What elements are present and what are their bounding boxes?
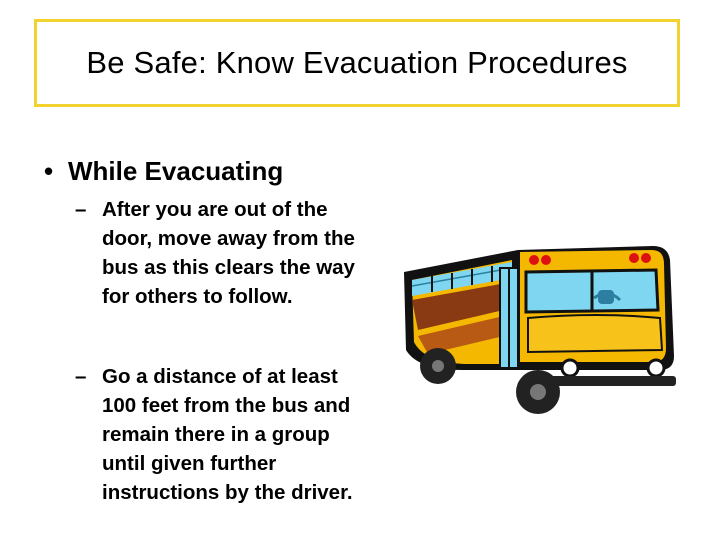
bullet-text: While Evacuating <box>68 156 284 186</box>
sub-marker: – <box>75 198 87 221</box>
sub-item-distance <box>75 362 375 507</box>
bullet-while-evacuating <box>44 156 283 187</box>
sub-item-move-away <box>75 195 375 311</box>
sub-item-text: Go a distance of at least 100 feet from the bus and remain there in a group until given further instructions by the driver. <box>102 365 353 504</box>
school-bus-icon <box>398 238 680 416</box>
sub-marker: – <box>75 365 87 388</box>
title-box <box>34 19 680 107</box>
bullet-marker: • <box>44 156 54 186</box>
sub-item-text: After you are out of the door, move away from the bus as this clears the way for others to follow. <box>102 198 355 308</box>
slide-title: Be Safe: Know Evacuation Procedures <box>86 45 628 80</box>
